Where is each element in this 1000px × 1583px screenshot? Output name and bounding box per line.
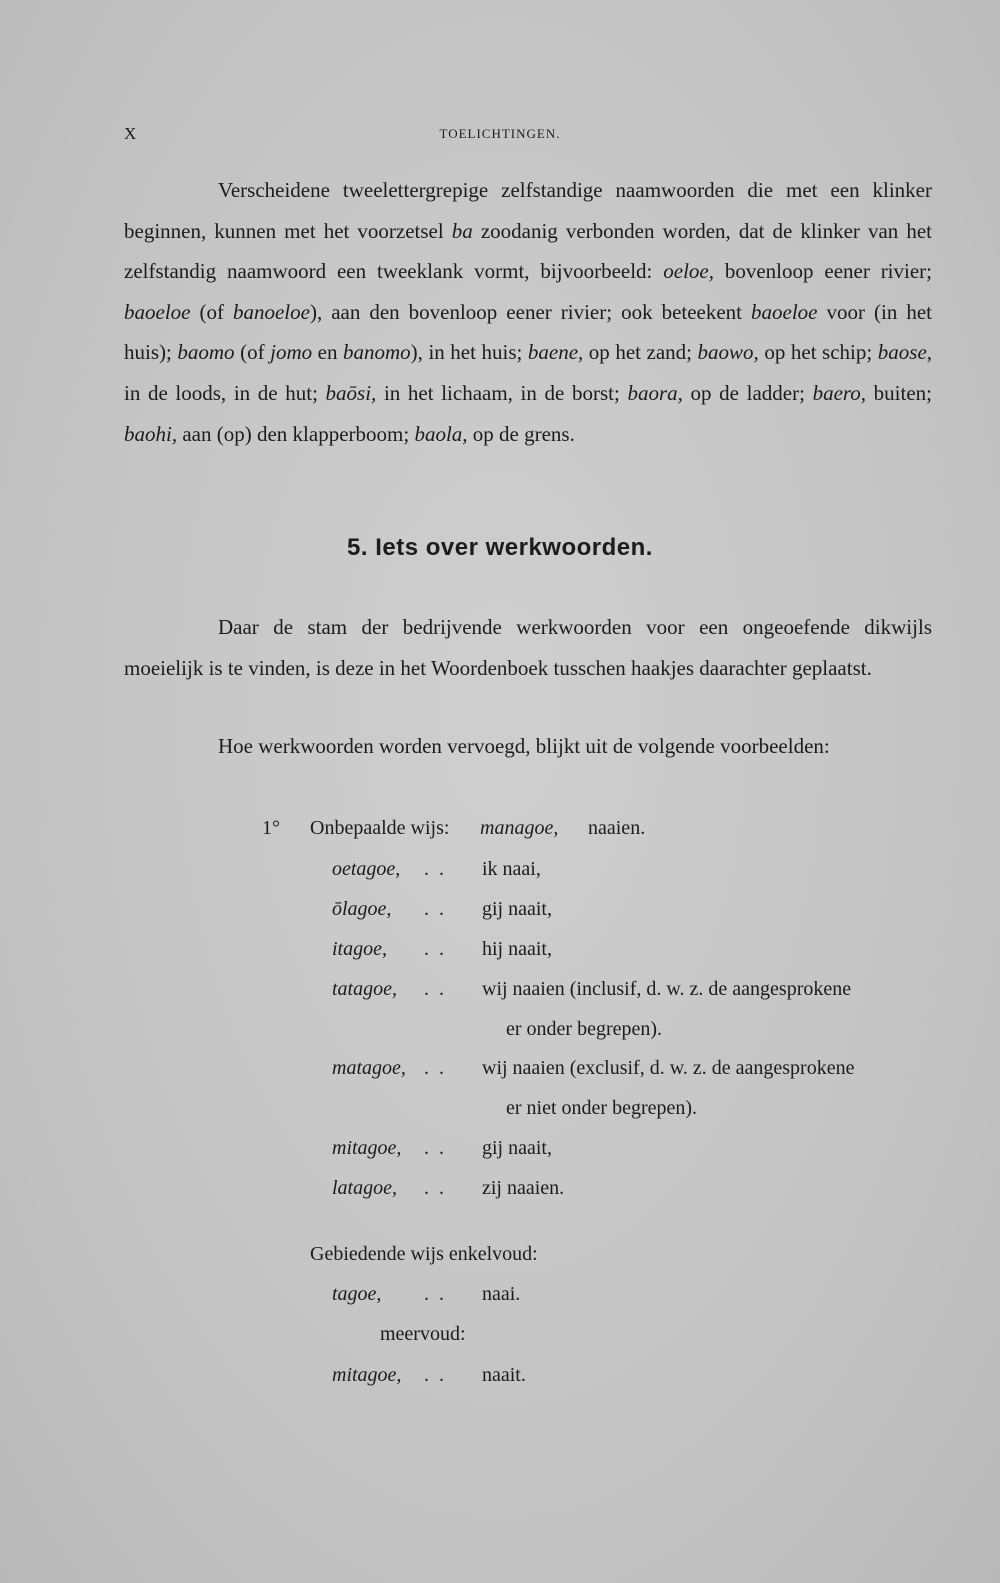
verb-meaning: gij naait, [482,1137,552,1159]
imperative-plural-form: mitagoe, [332,1364,402,1386]
verb-meaning-continuation: er niet onder begrepen). [506,1097,698,1119]
mood-label-imperative: Gebiedende wijs enkelvoud: [310,1243,538,1265]
italic-term: baene, [527,340,584,365]
verb-meaning: wij naaien (exclusif, d. w. z. de aangesprokene [482,1057,855,1079]
text-run: op het zand; [583,340,698,365]
italic-term: baose, [877,340,933,365]
text-run: ), in het huis; [410,340,528,365]
verb-meaning: ik naai, [482,858,541,880]
section-heading: 5. Iets over werkwoorden. [347,534,653,561]
italic-term: banoeloe [232,299,310,324]
leader-dots: .. [424,1137,454,1159]
text-run: en [312,340,343,365]
verb-meaning: hij naait, [482,938,552,960]
paragraph-verb-stems: Daar de stam der bedrijvende werkwoorden voor een ongeoefende dikwijls moeielijk is te vinden, is deze in het Woordenboek tusschen haakjes daarachter geplaatst. [124,615,932,680]
leader-dots: .. [424,1364,454,1386]
verb-form: ōlagoe, [332,898,392,920]
italic-term: baōsi, [325,380,377,405]
text-run: bovenloop eener rivier; [714,259,933,284]
text-run: ), aan den bovenloop eener rivier; ook beteekent [309,299,752,324]
text-run: op de grens. [467,421,575,446]
mood-label-infinitive: Onbepaalde wijs: [310,817,450,839]
conjugation-number: 1° [262,817,280,839]
leader-dots: .. [424,978,454,1000]
leader-dots: .. [424,858,454,880]
plural-label: meervoud: [380,1323,466,1345]
verb-form: latagoe, [332,1177,397,1199]
verb-meaning-continuation: er onder begrepen). [506,1018,663,1040]
italic-term: baowo, [697,340,759,365]
imperative-singular-meaning: naai. [482,1283,521,1305]
imperative-plural-meaning: naait. [482,1364,526,1386]
verb-meaning: gij naait, [482,898,552,920]
infinitive-meaning: naaien. [588,817,646,839]
verb-form: tatagoe, [332,978,397,1000]
italic-term: baero, [812,380,867,405]
text-run: aan (op) den klapperboom; [177,421,415,446]
paragraph-conjugation-intro: Hoe werkwoorden worden vervoegd, blijkt uit de volgende voorbeelden: [218,734,830,758]
text-run: Verscheidene tweelettergrepige zelfstandige naamwoorden die met een klinker beginnen, kunnen met het voorzetsel [124,178,932,243]
infinitive-form: managoe, [480,817,559,839]
italic-term: baohi, [124,421,178,446]
leader-dots: .. [424,1057,454,1079]
leader-dots: .. [424,938,454,960]
running-title: TOELICHTINGEN. [439,126,561,141]
leader-dots: .. [424,1283,454,1305]
text-run: op het schip; [758,340,878,365]
text-run: buiten; [866,380,932,405]
italic-term: banomo [343,340,411,365]
verb-form: matagoe, [332,1057,406,1079]
verb-form: itagoe, [332,938,387,960]
text-run: voor (in het huis); [124,299,932,365]
italic-term: baola, [414,421,468,446]
verb-form: oetagoe, [332,858,401,880]
text-run: in het lichaam, in de borst; [376,380,628,405]
verb-meaning: wij naaien (inclusif, d. w. z. de aangesprokene [482,978,852,1000]
text-run: zoodanig verbonden worden, dat de klinker van het zelfstandig naamwoord een tweeklank vormt, bijvoorbeeld: [124,218,932,284]
leader-dots: .. [424,898,454,920]
italic-term: jomo [270,340,313,365]
italic-term: baoeloe [751,299,818,324]
text-run: in de loods, in de hut; [124,380,326,405]
text-run: op de ladder; [682,380,813,405]
italic-term: ba [451,218,473,243]
italic-term: baoeloe [124,299,191,324]
leader-dots: .. [424,1177,454,1199]
italic-term: baomo [177,340,235,365]
text-run: (of [234,340,271,365]
italic-term: baora, [627,380,683,405]
text-run: (of [190,299,233,324]
verb-form: mitagoe, [332,1137,402,1159]
page-number: X [124,124,137,143]
italic-term: oeloe, [663,259,714,284]
imperative-singular-form: tagoe, [332,1283,382,1305]
verb-meaning: zij naaien. [482,1177,565,1199]
